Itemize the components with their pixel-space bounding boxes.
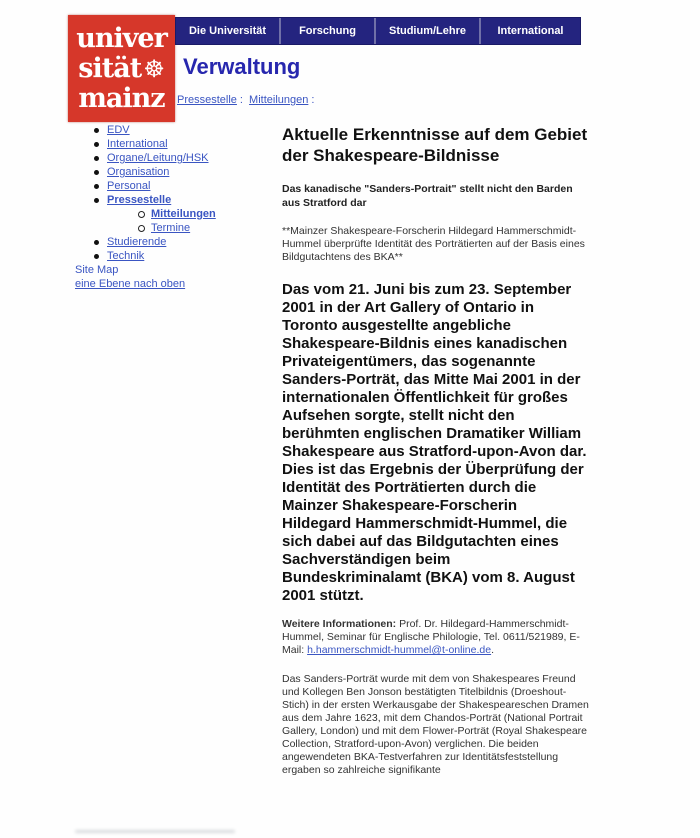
nav-tab-die-universitaet[interactable]: Die Universität (188, 25, 267, 37)
logo-line-1: univer (76, 22, 167, 54)
bullet-icon (94, 198, 99, 203)
breadcrumb-link-pressestelle[interactable]: Pressestelle (177, 94, 237, 106)
article-body-paragraph: Das Sanders-Porträt wurde mit dem von Shakespeares Freund und Kollegen Ben Jonson bestätigten Titelbildnis (Droeshout-Stich) in der ersten Werkausgabe der Shakespeareschen Dramen aus dem Jahre 1623, mit dem Chandos-Porträt (National Portrait Gallery, London) und mit dem Flower-Porträt (Royal Shakespeare Collection, Stratford-upon-Avon) verglichen. Die beiden angewendeten BKA-Testverfahren zur Identitätsfeststellung ergaben so zahlreiche signifikante (282, 673, 589, 776)
sidebar-item-organisation[interactable]: Organisation (92, 166, 282, 179)
article-subtitle: Das kanadische "Sanders-Portrait" stellt nicht den Barden aus Stratford dar (282, 183, 573, 209)
article-teaser: **Mainzer Shakespeare-Forscherin Hildegard Hammerschmidt-Hummel überprüfte Identität des Porträtierten auf der Basis eines Bildgutachtens des BKA** (282, 225, 585, 263)
contact-text: Prof. Dr. Hildegard-Hammerschmidt-Hummel, Seminar für Englische Philologie, Tel. 0611/521989, E-Mail: (282, 618, 580, 656)
nav-tab-forschung[interactable]: Forschung (279, 18, 374, 44)
breadcrumb (177, 94, 317, 106)
bullet-icon (94, 240, 99, 245)
sidebar-item-edv[interactable]: EDV (92, 124, 282, 137)
bullet-icon (94, 128, 99, 133)
sidebar-footer (75, 264, 185, 291)
bullet-icon (94, 156, 99, 161)
sidebar-item-termine[interactable]: Termine (136, 222, 282, 235)
breadcrumb-link-mitteilungen[interactable]: Mitteilungen (249, 94, 309, 106)
sidebar-item-mitteilungen[interactable]: Mitteilungen (136, 208, 282, 221)
breadcrumb-separator: : (311, 94, 315, 106)
contact-suffix: . (491, 644, 494, 656)
nav-tab-international[interactable]: International (479, 18, 580, 44)
one-level-up-link[interactable]: eine Ebene nach oben (75, 277, 186, 290)
scan-artifact (75, 830, 235, 833)
circle-bullet-icon (138, 211, 145, 218)
sidebar-item-technik[interactable]: Technik (92, 250, 282, 263)
bullet-icon (94, 170, 99, 175)
bullet-icon (94, 142, 99, 147)
sidebar-item-organe-leitung-hsk[interactable]: Organe/Leitung/HSK (92, 152, 282, 165)
university-logo[interactable] (68, 15, 175, 122)
top-navigation (175, 17, 581, 45)
article-lead-paragraph: Das vom 21. Juni bis zum 23. September 2001 in der Art Gallery of Ontario in Toronto ausgestellte angebliche Shakespeare-Bildnis eines kanadischen Privateigentümers, das sogenannte Sanders-Porträt, das Mitte Mai 2001 in der internationalen Öffentlichkeit für großes Aufsehen sorgte, stellt nicht den berühmten englischen Dramatiker William Shakespeare aus Stratford-upon-Avon dar. Dies ist das Ergebnis der Überprüfung der Identität des Porträtierten durch die Mainzer Shakespeare-Forscherin Hildegard Hammerschmidt-Hummel, die sich dabei auf das Bildgutachten eines Sachverständigen beim Bundeskriminalamt (BKA) vom 8. August 2001 stützt. (282, 281, 587, 604)
nav-tab-studium-lehre[interactable]: Studium/Lehre (374, 18, 479, 44)
page-title: Verwaltung (183, 54, 301, 79)
email-link[interactable]: h.hammerschmidt-hummel@t-online.de (307, 644, 492, 656)
bullet-icon (94, 184, 99, 189)
mainzer-rad-icon: ☸ (143, 54, 165, 83)
sidebar-item-personal[interactable]: Personal (92, 180, 282, 193)
sidebar-item-international[interactable]: International (92, 138, 282, 151)
sidebar-item-studierende[interactable]: Studierende (92, 236, 282, 249)
article-title: Aktuelle Erkenntnisse auf dem Gebiet der Shakespeare-Bildnisse (282, 125, 588, 165)
article (282, 118, 590, 777)
contact-info (282, 618, 590, 657)
sidebar-item-pressestelle[interactable]: Pressestelle (92, 194, 282, 207)
sidebar-navigation (92, 124, 282, 264)
site-map-link[interactable]: Site Map (75, 264, 119, 276)
contact-label: Weitere Informationen: (282, 618, 397, 630)
breadcrumb-separator: : (239, 94, 243, 106)
logo-line-3: mainz (78, 82, 165, 114)
logo-line-2: sität (78, 52, 142, 84)
bullet-icon (94, 254, 99, 259)
circle-bullet-icon (138, 225, 145, 232)
